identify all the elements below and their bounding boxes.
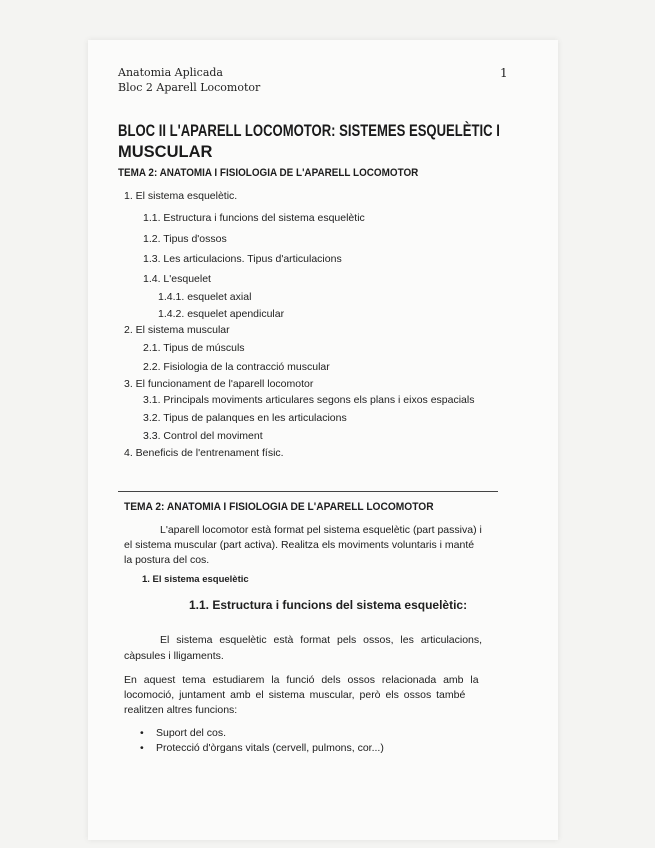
toc-item: 4. Beneficis de l'entrenament físic. bbox=[124, 447, 284, 459]
section-divider bbox=[118, 491, 498, 492]
toc-item: 2. El sistema muscular bbox=[124, 324, 230, 336]
toc-item: 1.4. L'esquelet bbox=[143, 273, 211, 285]
toc-item: 1.4.1. esquelet axial bbox=[158, 291, 252, 303]
toc-heading: TEMA 2: ANATOMIA I FISIOLOGIA DE L'APARELL LOCOMOTOR bbox=[118, 167, 419, 179]
toc-item: 3.1. Principals moviments articulares segons els plans i eixos espacials bbox=[143, 394, 475, 406]
paragraph-line: En aquest tema estudiarem la funció dels ossos relacionada amb la bbox=[124, 674, 479, 686]
subsubsection-heading: 1.1. Estructura i funcions del sistema esquelètic: bbox=[189, 598, 468, 612]
toc-item: 2.2. Fisiologia de la contracció muscular bbox=[143, 361, 330, 373]
bullet-item: Suport del cos. bbox=[156, 727, 227, 739]
toc-item: 3. El funcionament de l'aparell locomotor bbox=[124, 378, 314, 390]
toc-item: 1.1. Estructura i funcions del sistema esquelètic bbox=[143, 212, 365, 224]
intro-line: L'aparell locomotor està format pel sistema esquelètic (part passiva) i bbox=[160, 524, 482, 536]
paragraph-line: realitzen altres funcions: bbox=[124, 704, 238, 716]
toc-item: 1. El sistema esquelètic. bbox=[124, 190, 238, 202]
header-bloc: Bloc 2 Aparell Locomotor bbox=[118, 81, 261, 94]
section-heading: TEMA 2: ANATOMIA I FISIOLOGIA DE L'APARELL LOCOMOTOR bbox=[124, 501, 434, 513]
toc-item: 1.2. Tipus d'ossos bbox=[143, 233, 227, 245]
page-title-line2: MUSCULAR bbox=[118, 143, 213, 161]
page-number: 1 bbox=[500, 66, 508, 80]
toc-item: 3.3. Control del moviment bbox=[143, 430, 263, 442]
paragraph-line: El sistema esquelètic està format pels ossos, les articulacions, bbox=[160, 634, 483, 646]
paragraph-line: càpsules i lligaments. bbox=[124, 650, 224, 662]
header-course: Anatomia Aplicada bbox=[118, 66, 223, 79]
toc-item: 1.3. Les articulacions. Tipus d'articulacions bbox=[143, 253, 342, 265]
toc-item: 2.1. Tipus de músculs bbox=[143, 342, 245, 354]
bullet-icon: • bbox=[140, 742, 144, 754]
bullet-icon: • bbox=[140, 727, 144, 739]
intro-line: la postura del cos. bbox=[124, 554, 210, 566]
toc-item: 1.4.2. esquelet apendicular bbox=[158, 308, 285, 320]
bullet-item: Protecció d'òrgans vitals (cervell, pulmons, cor...) bbox=[156, 742, 384, 754]
subsection-heading: 1. El sistema esquelètic bbox=[142, 574, 249, 585]
paragraph-line: locomoció, juntament amb el sistema muscular, però els ossos també bbox=[124, 689, 466, 701]
toc-item: 3.2. Tipus de palanques en les articulacions bbox=[143, 412, 347, 424]
intro-line: el sistema muscular (part activa). Realitza els moviments voluntaris i manté bbox=[124, 539, 475, 551]
page-title-line1: BLOC II L'APARELL LOCOMOTOR: SISTEMES ESQUELÈTIC I bbox=[118, 122, 500, 140]
